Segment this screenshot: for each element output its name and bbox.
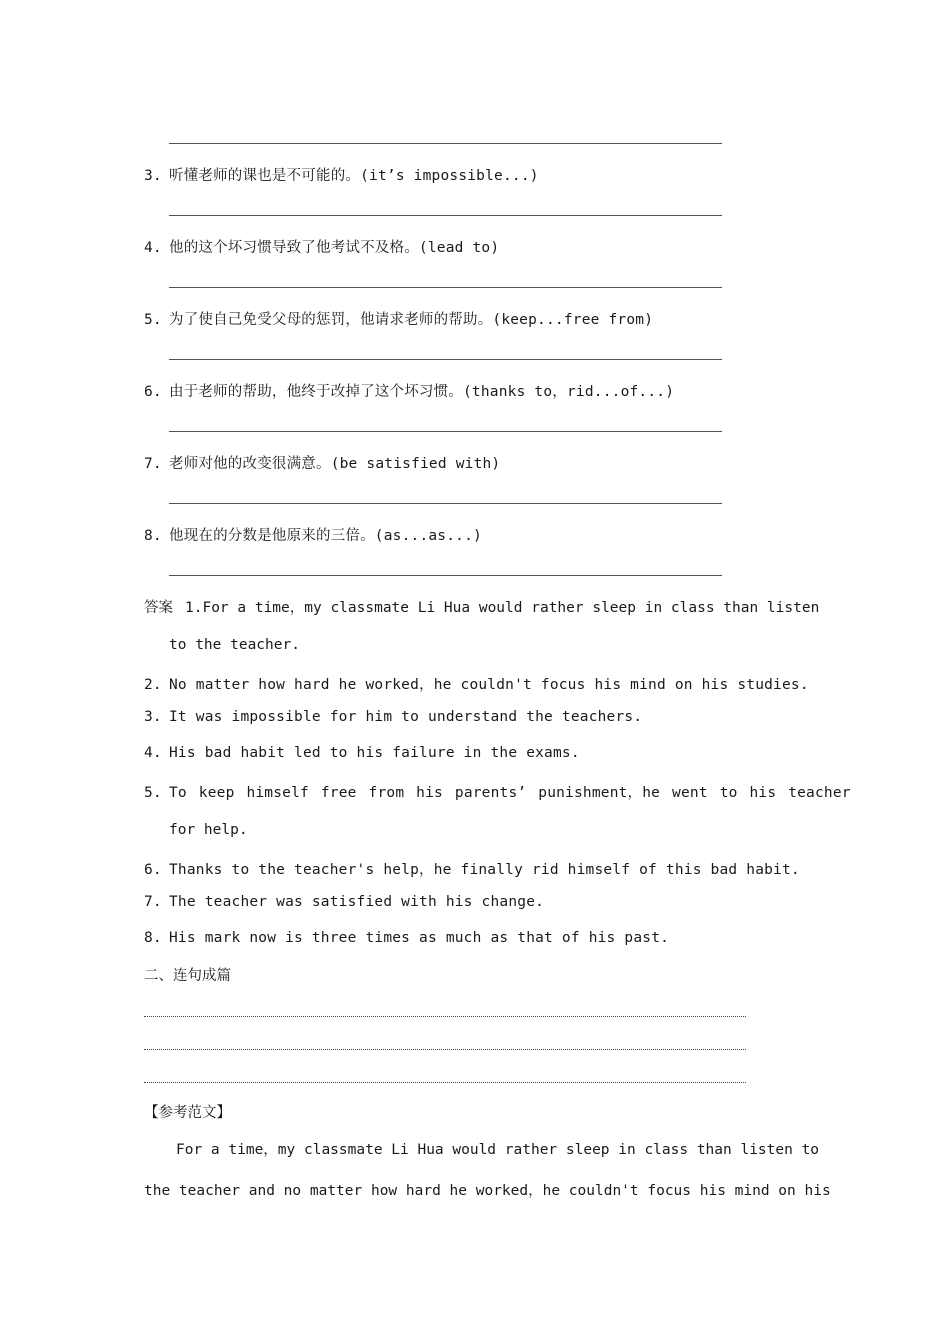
answer-line — [169, 575, 722, 576]
section-heading: 二、连句成篇 — [144, 968, 231, 984]
question-item: 6. 由于老师的帮助，他终于改掉了这个坏习惯。(thanks to，rid...of...) — [144, 384, 675, 400]
answer-line — [169, 503, 722, 504]
answer-item: 6. Thanks to the teacher's help，he finally rid himself of this bad habit. — [144, 862, 800, 878]
answer-line — [169, 143, 722, 144]
writing-line — [144, 1082, 746, 1083]
answer-item: 5. To keep himself free from his parents’ punishment，he went to his teacher — [144, 785, 851, 801]
answer-item: 7. The teacher was satisfied with his change. — [144, 894, 545, 910]
answer-1-line1: 答案 1.For a time，my classmate Li Hua would rather sleep in class than listen — [144, 600, 820, 616]
reference-text-line: For a time，my classmate Li Hua would rather sleep in class than listen to — [176, 1142, 820, 1158]
reference-heading: 【参考范文】 — [144, 1105, 231, 1121]
answer-line — [169, 215, 722, 216]
question-item: 4. 他的这个坏习惯导致了他考试不及格。(lead to) — [144, 240, 500, 256]
answer-1-line2: to the teacher. — [169, 637, 300, 653]
answer-item-continuation: for help. — [169, 822, 248, 838]
answer-line — [169, 431, 722, 432]
answer-line — [169, 287, 722, 288]
question-item: 8. 他现在的分数是他原来的三倍。(as...as...) — [144, 528, 482, 544]
answer-item: 3. It was impossible for him to understand the teachers. — [144, 709, 643, 725]
question-item: 7. 老师对他的改变很满意。(be satisfied with) — [144, 456, 501, 472]
writing-line — [144, 1049, 746, 1050]
answer-item: 2. No matter how hard he worked，he couldn't focus his mind on his studies. — [144, 677, 809, 693]
question-item: 5. 为了使自己免受父母的惩罚，他请求老师的帮助。(keep...free from) — [144, 312, 654, 328]
answer-item: 4. His bad habit led to his failure in the exams. — [144, 745, 580, 761]
writing-line — [144, 1016, 746, 1017]
question-item: 3. 听懂老师的课也是不可能的。(it’s impossible...) — [144, 168, 539, 184]
reference-text-line: the teacher and no matter how hard he worked，he couldn't focus his mind on his — [144, 1183, 831, 1199]
answer-line — [169, 359, 722, 360]
answer-item: 8. His mark now is three times as much as that of his past. — [144, 930, 670, 946]
